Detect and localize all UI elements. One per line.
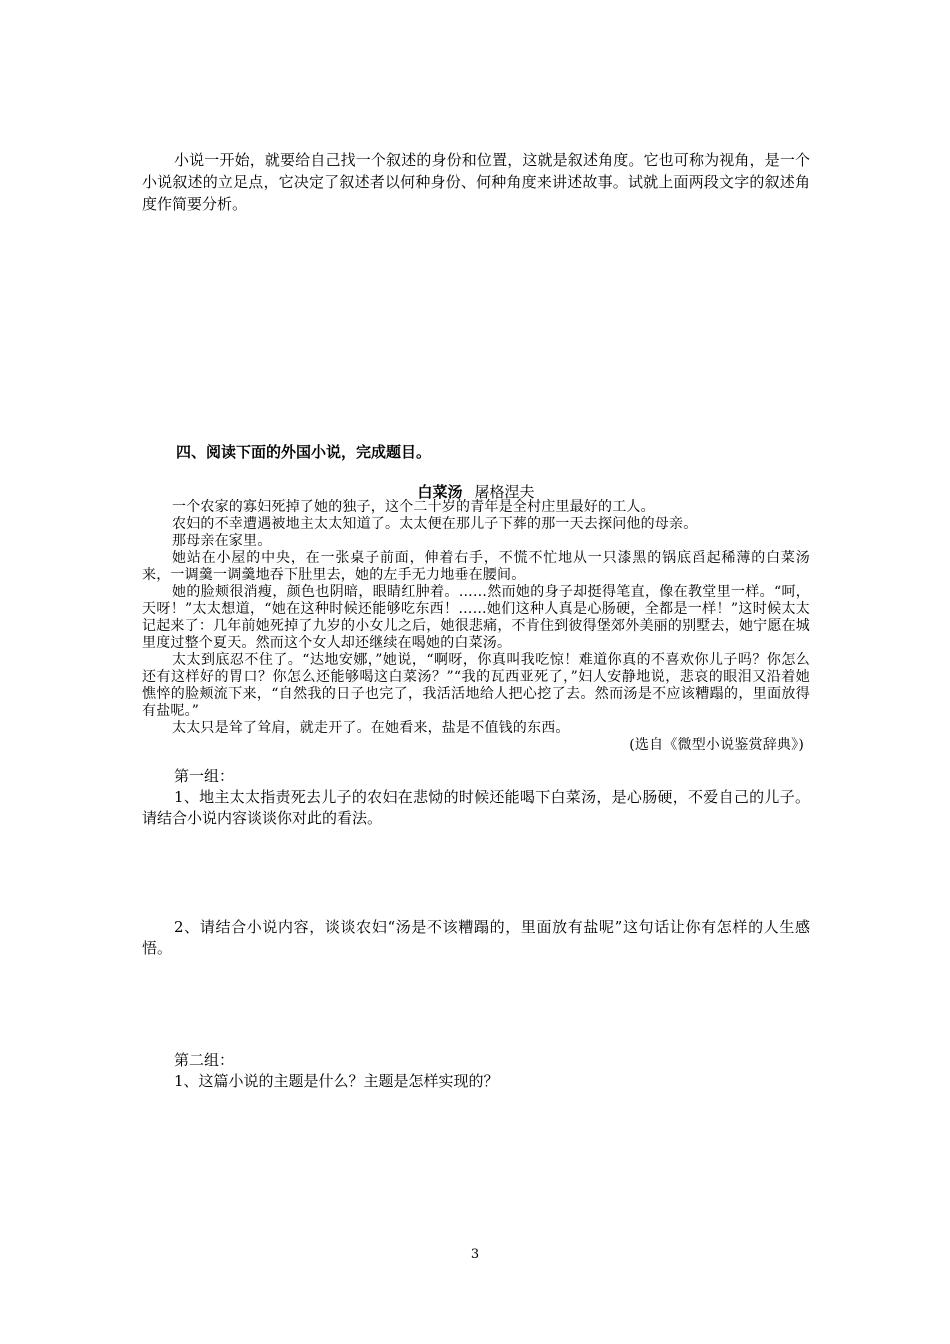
story-paragraph: 太太到底忍不住了。“达地安娜，”她说，“啊呀，你真叫我吃惊！难道你真的不喜欢你儿子吗？你怎么还有这样好的胃口？你怎么还能够喝这白菜汤？”“我的瓦西亚死了，”妇人安静地说，悲哀的眼泪又沿着她憔悴的脸颊流下来，“自然我的日子也完了，我活活地给人把心挖了去。然而汤是不应该糟蹋的，里面放得有盐呢。” bbox=[142, 652, 810, 719]
story-body bbox=[142, 499, 810, 754]
story-paragraph: 太太只是耸了耸肩，就走开了。在她看来，盐是不值钱的东西。 bbox=[172, 720, 570, 736]
intro-paragraph bbox=[142, 149, 810, 215]
group1-question-2-block bbox=[142, 917, 810, 959]
story-paragraph: 她的脸颊很消瘦，颜色也阴暗，眼睛红肿着。……然而她的身子却挺得笔直，像在教堂里一样。“呵，天呀！”太太想道，“她在这种时候还能够吃东西！……她们这种人真是心肠硬，全都是一样！”这时候太太记起来了：几年前她死掉了九岁的小女儿之后，她很悲痛，不肯住到彼得堡郊外美丽的别墅去，她宁愿在城里度过整个夏天。然而这个女人却还继续在喝她的白菜汤。 bbox=[142, 584, 810, 651]
section-heading: 四、阅读下面的外国小说，完成题目。 bbox=[176, 443, 432, 461]
story-paragraph: 那母亲在家里。 bbox=[172, 533, 272, 549]
group2-label: 第二组： bbox=[174, 1051, 235, 1069]
story-author: 屠格涅夫 bbox=[474, 483, 535, 501]
story-paragraph: 一个农家的寡妇死掉了她的独子，这个二十岁的青年是全村庄里最好的工人。 bbox=[172, 499, 655, 515]
story-title: 白菜汤 bbox=[417, 483, 463, 501]
group1-label-block bbox=[142, 766, 810, 829]
group1-label: 第一组： bbox=[174, 767, 235, 785]
group2-block bbox=[142, 1050, 810, 1092]
group2-question-1: 1、这篇小说的主题是什么？主题是怎样实现的？ bbox=[174, 1072, 499, 1090]
story-source: (选自《微型小说鉴赏辞典》) bbox=[629, 737, 804, 753]
group1-question-2: 2、请结合小说内容，谈谈农妇“汤是不该糟蹋的，里面放有盐呢”这句话让你有怎样的人生感悟。 bbox=[142, 918, 810, 957]
intro-text: 小说一开始，就要给自己找一个叙述的身份和位置，这就是叙述角度。它也可称为视角，是一个小说叙述的立足点，它决定了叙述者以何种身份、何种角度来讲述故事。试就上面两段文字的叙述角度作简要分析。 bbox=[142, 151, 810, 213]
story-paragraph: 农妇的不幸遭遇被地主太太知道了。太太便在那儿子下葬的那一天去探问他的母亲。 bbox=[172, 516, 698, 532]
group1-question-1: 1、地主太太指责死去儿子的农妇在悲恸的时候还能喝下白菜汤，是心肠硬，不爱自己的儿子。请结合小说内容谈谈你对此的看法。 bbox=[142, 788, 810, 827]
page-number: 3 bbox=[470, 1247, 480, 1262]
story-paragraph: 她站在小屋的中央，在一张桌子前面，伸着右手，不慌不忙地从一只漆黑的锅底舀起稀薄的白菜汤来，一调羹一调羹地吞下肚里去，她的左手无力地垂在腰间。 bbox=[142, 550, 810, 583]
